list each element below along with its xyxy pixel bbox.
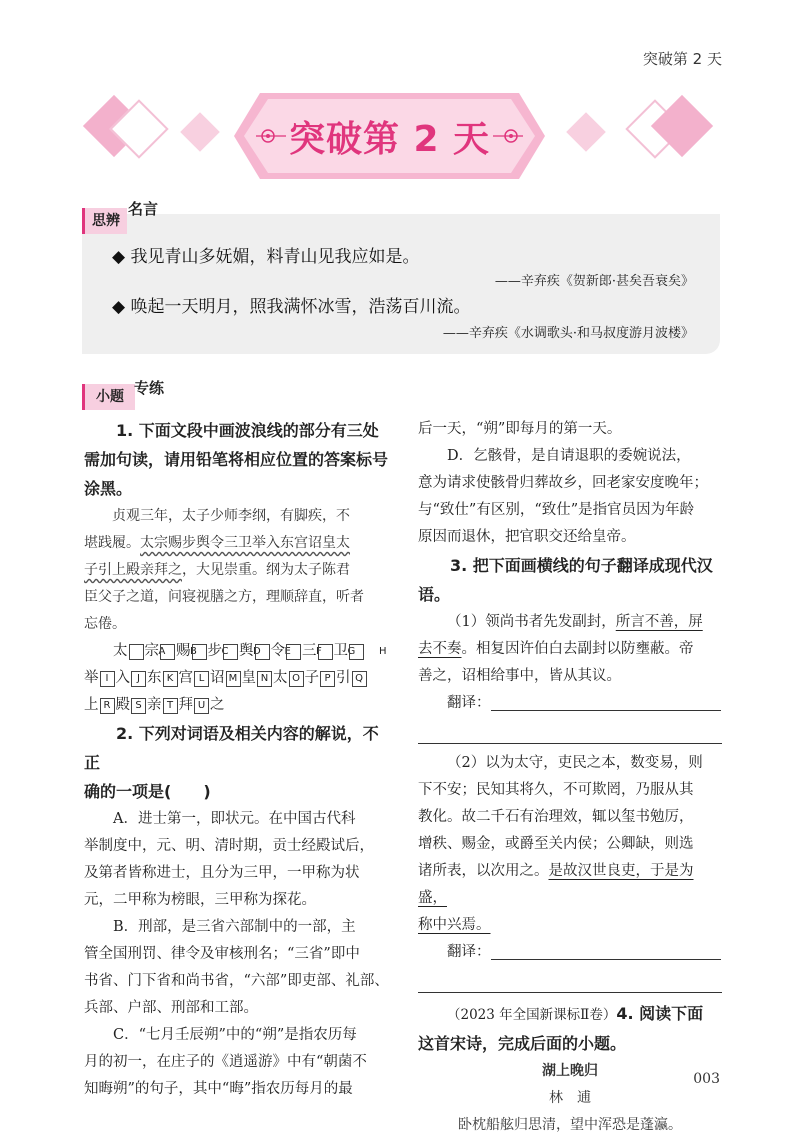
wavy-underlined-text: 太宗赐步舆令三卫举入东宫诏皇太	[140, 535, 350, 551]
answer-label-box[interactable]: A	[129, 644, 144, 660]
question-4-line	[418, 999, 722, 1029]
translation-1-answer-line-2[interactable]	[418, 717, 722, 744]
translation-label: 翻译：	[447, 695, 491, 711]
bullet-diamond-icon: ◆	[112, 247, 126, 267]
sentence-2-line	[418, 858, 722, 912]
question-4-line: 这首宋诗，完成后面的小题。	[418, 1034, 627, 1053]
option-d-line: D．乞骸骨，是自请退职的委婉说法，	[447, 448, 691, 464]
sentence-text: 。相复因许伯白去副封以防壅蔽。帝	[461, 641, 694, 657]
option-d-line: 意为请求使骸骨归葬故乡，回老家安度晚年；	[418, 475, 708, 491]
answer-options-line-3	[84, 692, 394, 719]
quote-tag-primary: 思辨	[82, 208, 127, 234]
title-banner	[232, 91, 547, 181]
option-c-line: 后一天，“朔”即每月的第一天。	[418, 421, 622, 437]
practice-tag-primary: 小题	[82, 384, 135, 410]
option-character: 步	[207, 643, 222, 659]
answer-label-box[interactable]: K	[163, 671, 178, 687]
answer-label-box[interactable]: H	[349, 644, 364, 660]
question-1-line: 涂黑。	[84, 479, 133, 498]
option-character: 入	[115, 670, 130, 686]
quote-2-source: ——辛弃疾《水调歌头·和马叔度游月波楼》	[442, 326, 694, 341]
answer-label-box[interactable]: I	[100, 671, 115, 687]
answer-label-box[interactable]: O	[289, 671, 304, 687]
right-diamond-small	[566, 112, 606, 152]
wavy-underlined-text: 子引上殿亲拜之	[84, 562, 182, 578]
quote-2-text: 唤起一天明月，照我满怀冰雪，浩荡百川流。	[130, 297, 471, 317]
underlined-sentence: 所言不善，屏	[615, 614, 703, 630]
sentence-2-line: 下不安；民知其将久，不可欺罔，乃服从其	[418, 782, 694, 798]
passage-1-line: 忘倦。	[84, 616, 126, 632]
answer-label-box[interactable]: D	[223, 644, 238, 660]
page-number: 003	[693, 1071, 720, 1087]
answer-label-box[interactable]: E	[255, 644, 270, 660]
option-character: 上	[84, 697, 99, 713]
poem-line: 卧枕船舷归思清，望中浑恐是蓬瀛。	[458, 1117, 682, 1133]
passage-text: ，大见崇重。纲为太子陈君	[182, 562, 350, 578]
answer-label-box[interactable]: G	[318, 644, 333, 660]
answer-label-box[interactable]: L	[194, 671, 209, 687]
option-a-line: A．进士第一，即状元。在中国古代科	[113, 811, 356, 827]
option-b-line: B．刑部，是三省六部制中的一部，主	[113, 919, 356, 935]
translation-2-answer-line[interactable]	[491, 941, 721, 960]
option-character: 舆	[239, 643, 254, 659]
question-1-line: 需加句读，请用铅笔将相应位置的答案标号	[84, 450, 389, 469]
option-character: 引	[336, 670, 351, 686]
sentence-2-line	[418, 912, 722, 939]
option-character: 皇	[241, 670, 256, 686]
answer-label-box[interactable]: N	[257, 671, 272, 687]
option-a-line: 举制度中，元、明、清时期，贡士经殿试后，	[84, 838, 374, 854]
option-character: 诏	[210, 670, 225, 686]
quote-2	[112, 292, 470, 317]
option-character: 太	[113, 643, 128, 659]
answer-label-box[interactable]: C	[192, 644, 207, 660]
option-character: 宫	[178, 670, 193, 686]
answer-label-box[interactable]: P	[320, 671, 335, 687]
sentence-text: 诸所表，以次用之。	[418, 863, 549, 879]
translation-2-row	[418, 939, 722, 966]
page-title: 突破第 2 天	[288, 118, 491, 160]
translation-2-answer-line-2[interactable]	[418, 966, 722, 993]
option-character: 亲	[147, 697, 162, 713]
sentence-2-line: 增秩、赐金，或爵至关内侯；公卿缺，则选	[418, 836, 694, 852]
question-2-line: 确的一项是( )	[84, 782, 211, 801]
translation-1-row	[418, 690, 722, 717]
option-character: 东	[147, 670, 162, 686]
answer-label-box[interactable]: B	[160, 644, 175, 660]
option-b-line: 管全国刑罚、律令及审核刑名；“三省”即中	[84, 946, 360, 962]
question-4-text: 4. 阅读下面	[616, 1004, 704, 1023]
answer-label-box[interactable]: R	[100, 698, 115, 714]
option-character: 太	[273, 670, 288, 686]
poem-author: 林 逋	[549, 1090, 591, 1106]
option-d-line: 原因而退休，把官职交还给皇帝。	[418, 529, 636, 545]
answer-label-box[interactable]: F	[286, 644, 301, 660]
answer-options-line-2	[84, 665, 394, 692]
sentence-1-line	[418, 609, 722, 636]
answer-label-box[interactable]: J	[131, 671, 146, 687]
passage-1-line: 贞观三年，太子少师李纲，有脚疾，不	[112, 508, 350, 524]
left-diamond-small	[180, 112, 220, 152]
option-character: 拜	[178, 697, 193, 713]
option-character: 之	[210, 697, 225, 713]
option-character: 举	[84, 670, 99, 686]
option-character: 子	[304, 670, 319, 686]
sentence-2-line: 教化。故二千石有治理效，辄以玺书勉厉，	[418, 809, 694, 825]
option-character: 殿	[115, 697, 130, 713]
option-c-line: 知晦朔”的句子，其中“晦”指农历每月的最	[84, 1081, 353, 1097]
answer-options-line-1	[84, 638, 394, 665]
option-d-line: 与“致仕”有区别，“致仕”是指官员因为年龄	[418, 502, 695, 518]
option-character: 宗	[144, 643, 159, 659]
answer-label-box[interactable]: Q	[352, 671, 367, 687]
sentence-1-line: 善之，诏相给事中，皆从其议。	[418, 668, 621, 684]
underlined-sentence: 去不奏	[418, 641, 462, 657]
option-c-line: 月的初一，在庄子的《逍遥游》中有“朝菌不	[84, 1054, 367, 1070]
question-1-line: 1. 下面文段中画波浪线的部分有三处	[116, 421, 379, 440]
passage-1-line	[84, 557, 394, 584]
left-column	[84, 416, 394, 1103]
option-b-line: 书省、门下省和尚书省，“六部”即吏部、礼部、	[84, 973, 389, 989]
translation-1-answer-line[interactable]	[491, 692, 721, 711]
underlined-sentence: 是故汉世良吏，于是为盛，	[418, 863, 694, 906]
passage-text: 堪践履。	[84, 535, 140, 551]
passage-1-line	[84, 530, 394, 557]
bullet-diamond-icon: ◆	[112, 297, 126, 317]
answer-label-box[interactable]: M	[226, 671, 241, 687]
option-a-line: 及第者皆称进士，且分为三甲，一甲称为状	[84, 865, 360, 881]
right-column	[418, 416, 722, 1139]
option-character: 卫	[333, 643, 348, 659]
answer-label-box[interactable]: T	[163, 698, 178, 714]
option-character: 令	[270, 643, 285, 659]
running-header: 突破第 2 天	[642, 50, 722, 68]
sentence-2-line: （2）以为太守，吏民之本，数变易，则	[447, 755, 703, 771]
quote-1-source: ——辛弃疾《贺新郎·甚矣吾衰矣》	[494, 274, 694, 289]
quote-tag-secondary: 名言	[128, 200, 159, 218]
question-3-heading: 3. 把下面画横线的句子翻译成现代汉语。	[418, 556, 713, 604]
option-a-line: 元，二甲称为榜眼，三甲称为探花。	[84, 892, 316, 908]
answer-label-box[interactable]: S	[131, 698, 146, 714]
quote-1-text: 我见青山多妩媚，料青山见我应如是。	[130, 247, 420, 267]
translation-label: 翻译：	[447, 944, 491, 960]
practice-tag-secondary: 专练	[134, 379, 165, 397]
option-character: 赐	[176, 643, 191, 659]
passage-1-line: 臣父子之道，问寝视膳之方，理顺辞直，听者	[84, 589, 364, 605]
question-4-source: （2023 年全国新课标Ⅱ卷）	[447, 1007, 617, 1023]
sentence-text: （1）领尚书者先发副封，	[447, 614, 616, 630]
question-2-line: 2. 下列对词语及相关内容的解说，不正	[84, 724, 379, 772]
option-b-line: 兵部、户部、刑部和工部。	[84, 1000, 258, 1016]
quote-1	[112, 242, 419, 267]
option-character: 三	[302, 643, 317, 659]
option-c-line: C．“七月壬辰朔”中的“朔”是指农历每	[113, 1027, 357, 1043]
sentence-1-line	[418, 636, 722, 663]
poem-title: 湖上晚归	[542, 1063, 598, 1079]
answer-label-box[interactable]: U	[194, 698, 209, 714]
underlined-sentence: 称中兴焉。	[418, 917, 491, 933]
